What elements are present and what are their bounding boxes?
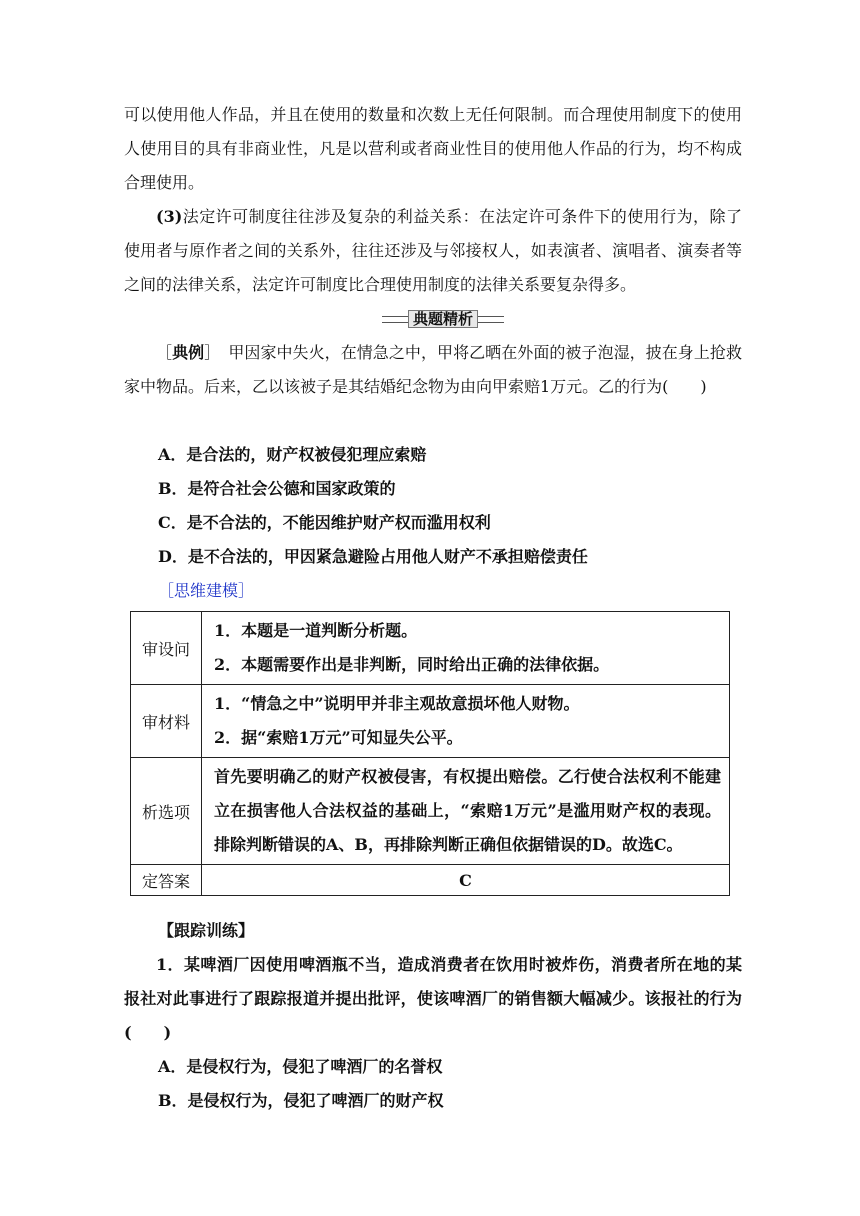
training-question <box>124 948 742 1050</box>
row-content: 1．本题是一道判断分析题。 2．本题需要作出是非判断，同时给出正确的法律依据。 <box>202 612 730 685</box>
modeling-title: ［思维建模］ <box>158 581 255 600</box>
training-title: 【跟踪训练】 <box>158 921 255 940</box>
example-option-b: B．是符合社会公德和国家政策的 <box>158 479 396 498</box>
table-row <box>131 865 730 896</box>
paragraph-text: 法定许可制度往往涉及复杂的利益关系：在法定许可条件下的使用行为，除了使用者与原作者之间的关系外，往往还涉及与邻接权人，如表演者、演唱者、演奏者等之间的法律关系，法定许可制度比合理使用制度的法律关系要复杂得多。 <box>124 207 742 294</box>
training-question-text: 1．某啤酒厂因使用啤酒瓶不当，造成消费者在饮用时被炸伤，消费者所在地的某报社对此事进行了跟踪报道并提出批评，使该啤酒厂的销售额大幅减少。该报社的行为( ) <box>124 955 742 1042</box>
row-head: 审材料 <box>131 685 202 758</box>
example-option-d: D．是不合法的，甲因紧急避险占用他人财产不承担赔偿责任 <box>158 547 588 566</box>
row-head: 审设问 <box>131 612 202 685</box>
intro-paragraph-1: 可以使用他人作品，并且在使用的数量和次数上无任何限制。而合理使用制度下的使用人使用目的具有非商业性，凡是以营利或者商业性目的使用他人作品的行为，均不构成合理使用。 <box>124 105 742 192</box>
example-label: 典例 <box>172 343 205 362</box>
training-option-a: A．是侵权行为，侵犯了啤酒厂的名誉权 <box>158 1057 443 1076</box>
table-row <box>131 685 730 758</box>
example-question: ［典例］ 甲因家中失火，在情急之中，甲将乙晒在外面的被子泡湿，披在身上抢救家中物品。后来，乙以该被子是其结婚纪念物为由向甲索赔1万元。乙的行为( ) <box>124 343 742 396</box>
row-head: 定答案 <box>131 865 202 896</box>
row-content: 1．“情急之中”说明甲并非主观故意损坏他人财物。 2．据“索赔1万元”可知显失公平。 <box>202 685 730 758</box>
section-header <box>382 310 504 328</box>
paragraph-number: (3) <box>156 207 183 226</box>
table-row <box>131 758 730 865</box>
section-title: 典题精析 <box>408 310 478 328</box>
training-option-b: B．是侵权行为，侵犯了啤酒厂的财产权 <box>158 1091 444 1110</box>
row-content: 首先要明确乙的财产权被侵害，有权提出赔偿。乙行使合法权利不能建立在损害他人合法权益的基础上，“索赔1万元”是滥用财产权的表现。排除判断错误的A、B，再排除判断正确但依据错误的D。故选C。 <box>202 758 730 865</box>
answer-cell: C <box>202 865 730 896</box>
header-rule-right <box>478 316 504 323</box>
row-head: 析选项 <box>131 758 202 865</box>
example-question-text: 甲因家中失火，在情急之中，甲将乙晒在外面的被子泡湿，披在身上抢救家中物品。后来，乙以该被子是其结婚纪念物为由向甲索赔1万元。乙的行为( ) <box>124 343 742 396</box>
thinking-model-table <box>130 611 730 896</box>
table-row <box>131 612 730 685</box>
example-option-c: C．是不合法的，不能因维护财产权而滥用权利 <box>158 513 491 532</box>
example-option-a: A．是合法的，财产权被侵犯理应索赔 <box>158 445 427 464</box>
header-rule-left <box>382 316 408 323</box>
intro-paragraph-2 <box>124 200 742 302</box>
